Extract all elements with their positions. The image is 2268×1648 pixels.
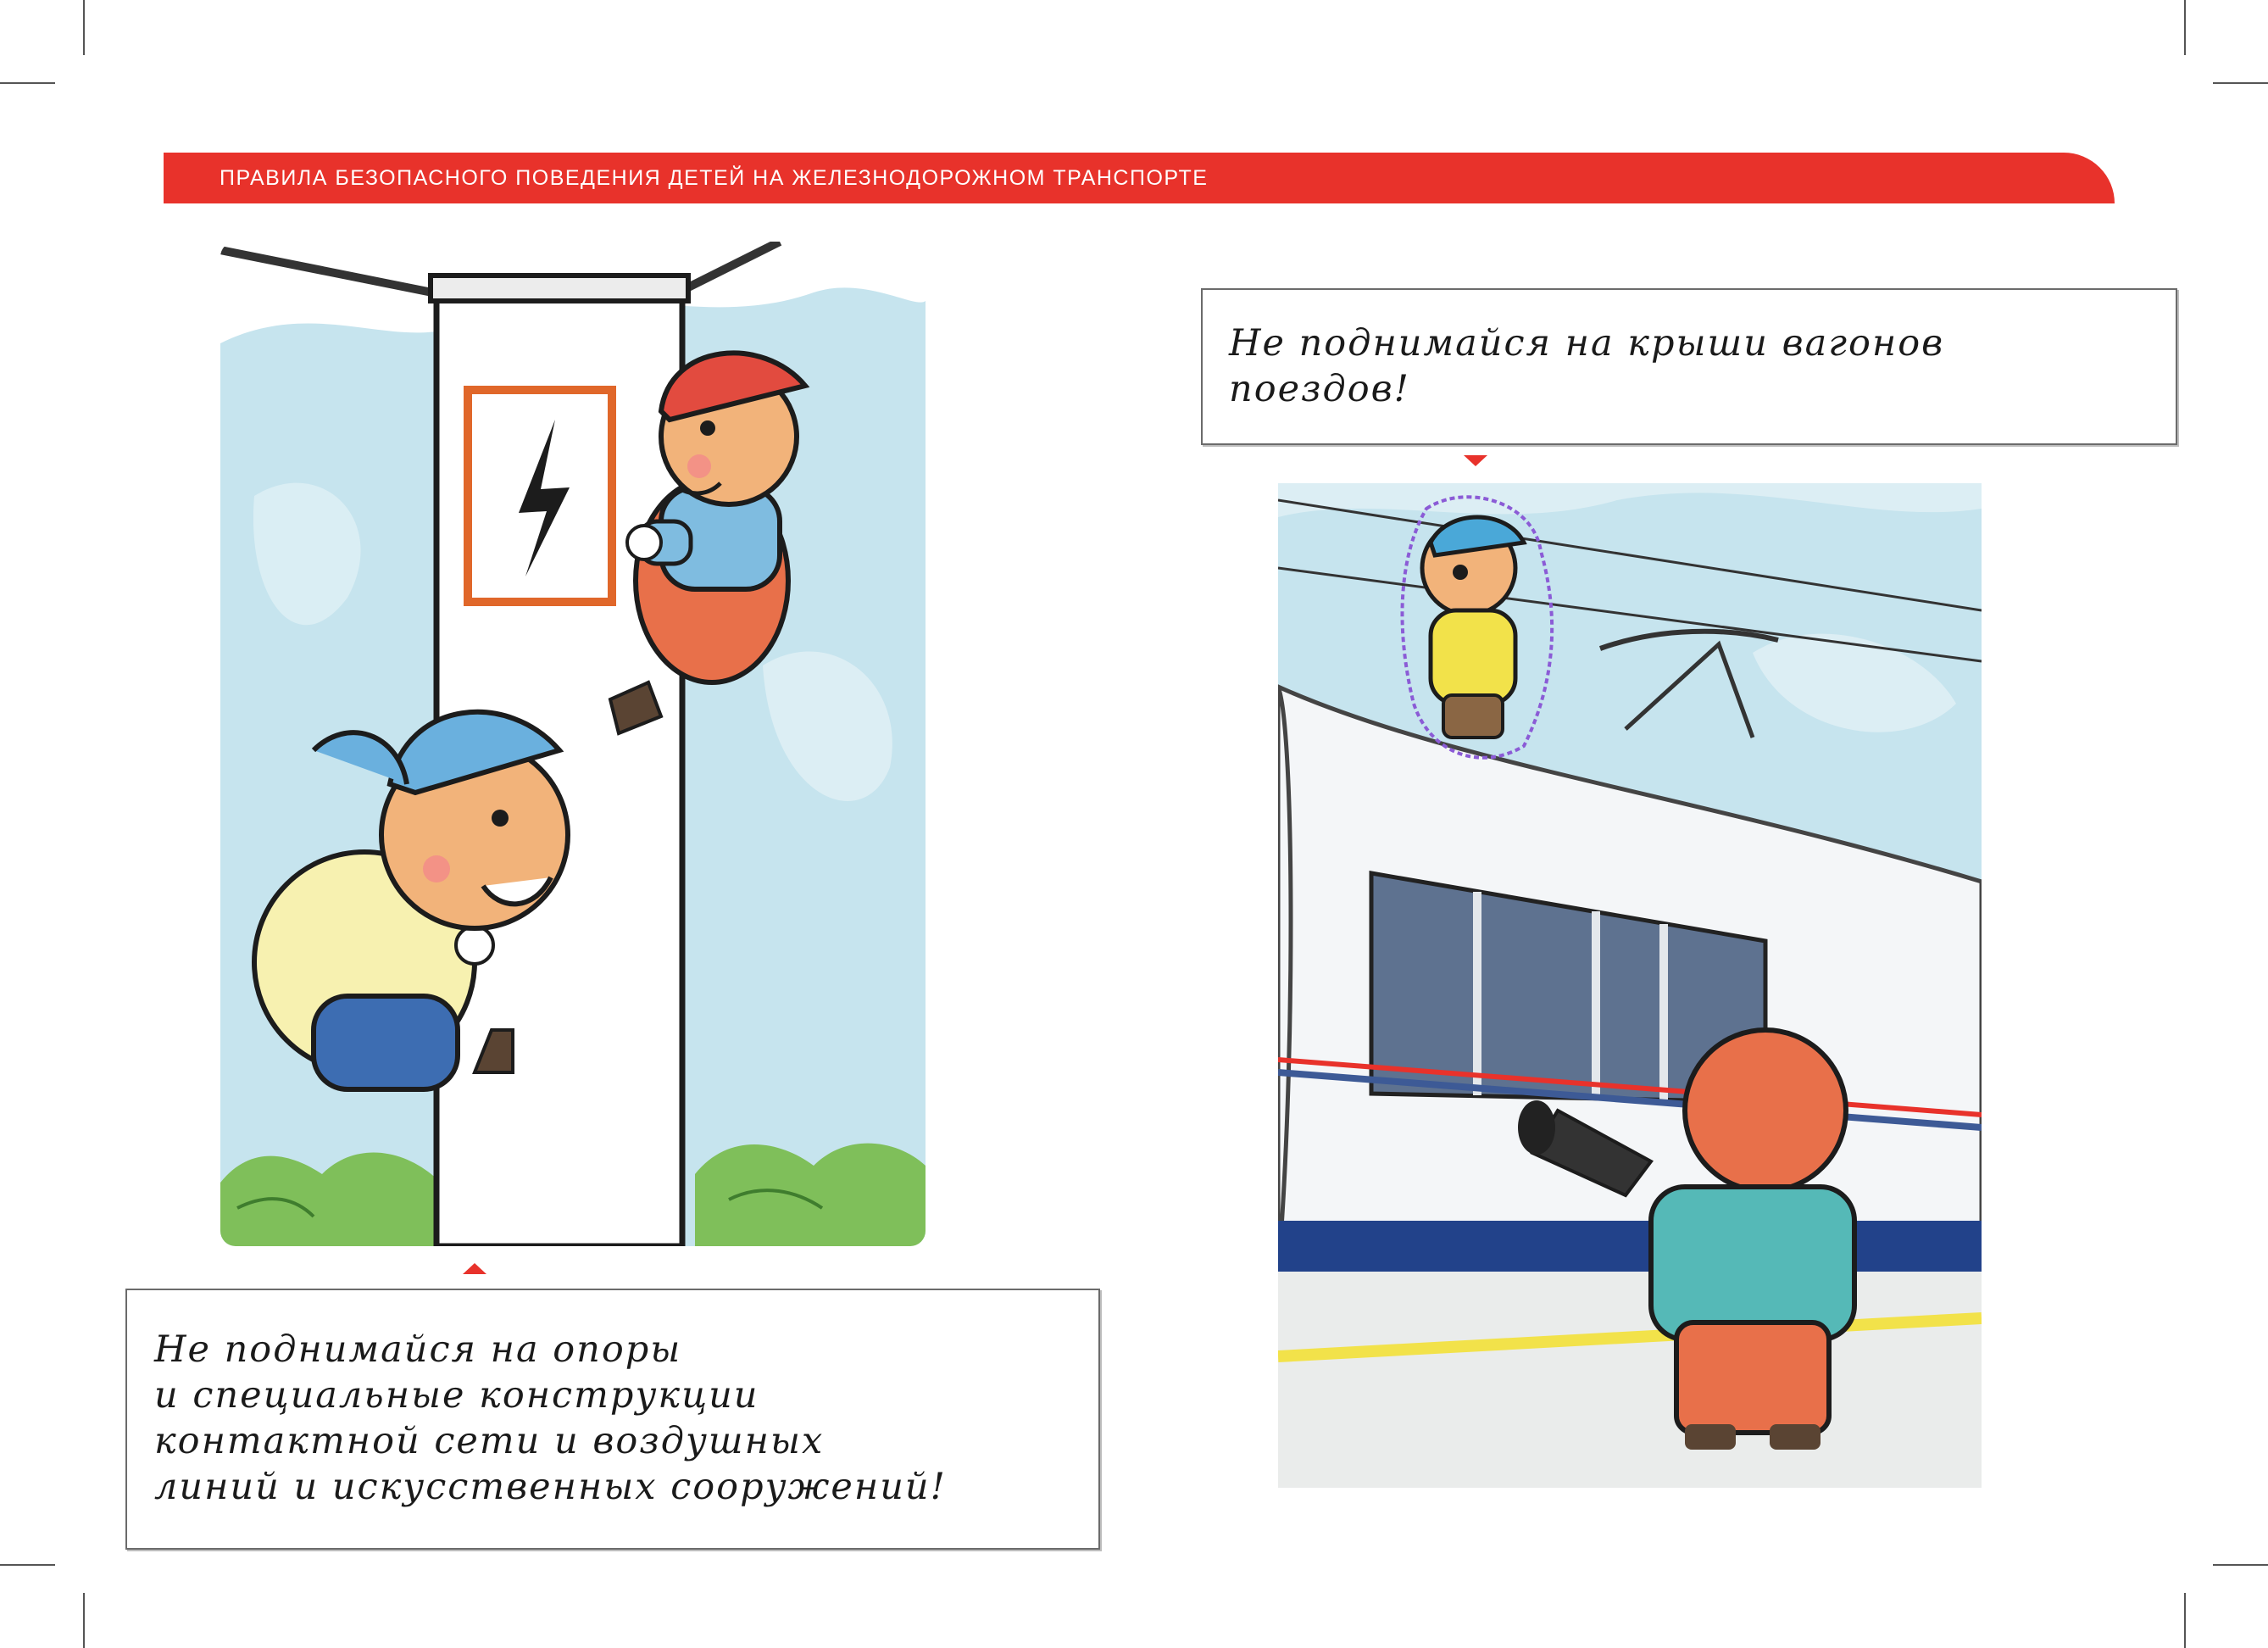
caption-pointer-down bbox=[1464, 455, 1487, 466]
crop-mark bbox=[0, 82, 55, 84]
header-bar bbox=[164, 153, 2115, 203]
crop-mark bbox=[2184, 1593, 2186, 1648]
crop-mark bbox=[83, 0, 85, 55]
crop-mark bbox=[83, 1593, 85, 1648]
crop-mark bbox=[2213, 1564, 2268, 1566]
left-caption-text: Не поднимайся на опоры и специальные конструкции контактной сети и воздушных линий и искусственных сооружений! bbox=[154, 1328, 947, 1508]
header-title: ПРАВИЛА БЕЗОПАСНОГО ПОВЕДЕНИЯ ДЕТЕЙ НА ЖЕЛЕЗНОДОРОЖНОМ ТРАНСПОРТЕ bbox=[220, 166, 1209, 190]
right-caption-text: Не поднимайся на крыши вагонов поездов! bbox=[1229, 322, 1945, 410]
pole-climbing-illustration bbox=[220, 242, 926, 1246]
train-roof-illustration bbox=[1278, 483, 1982, 1488]
crop-mark bbox=[0, 1564, 55, 1566]
crop-mark bbox=[2213, 82, 2268, 84]
caption-pointer-up bbox=[463, 1263, 486, 1274]
crop-mark bbox=[2184, 0, 2186, 55]
